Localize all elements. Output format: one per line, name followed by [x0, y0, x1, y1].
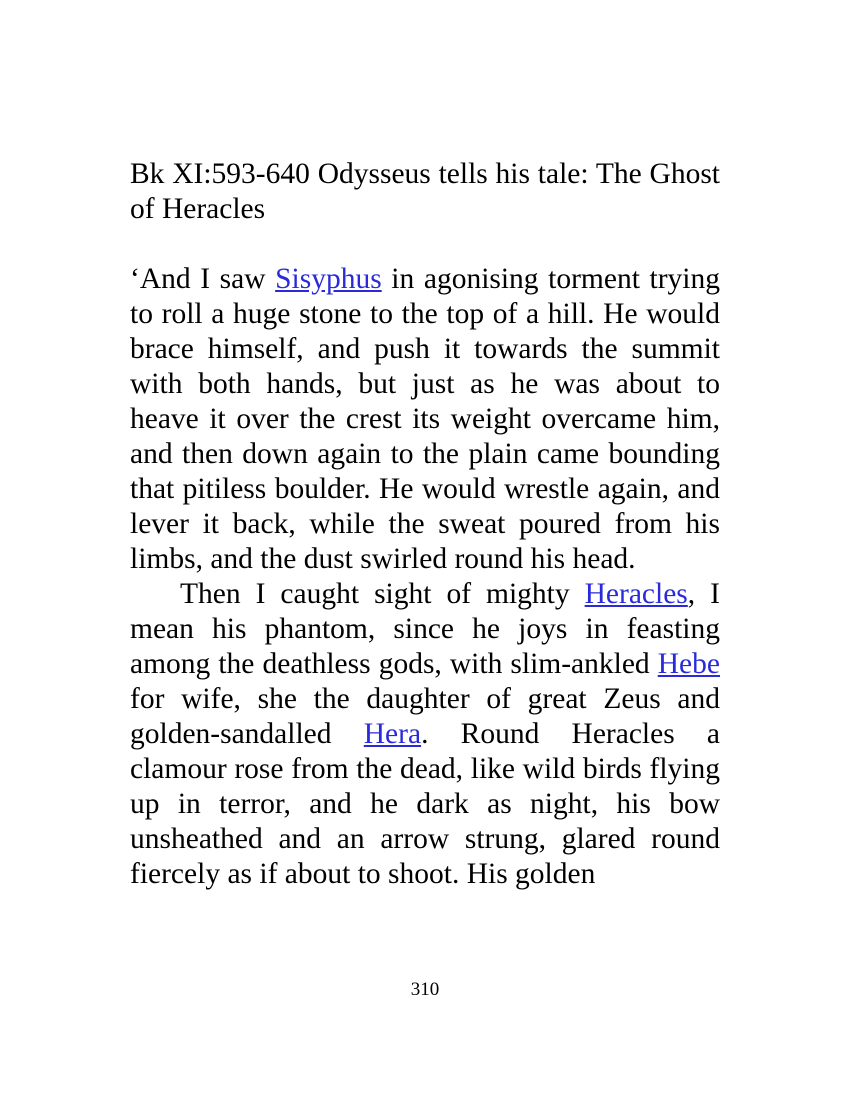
link-heracles[interactable]: Heracles [584, 578, 688, 610]
link-hebe[interactable]: Hebe [657, 648, 720, 680]
paragraph-heracles [130, 577, 720, 892]
page-number: 310 [410, 979, 440, 1000]
section-heading: Bk XI:593-640 Odysseus tells his tale: The Ghost of Heracles [130, 158, 720, 225]
paragraph-text: , I mean his phantom, since he joys in feasting among the deathless gods, with slim-ankled [130, 578, 720, 680]
link-sisyphus[interactable]: Sisyphus [275, 263, 382, 295]
link-hera[interactable]: Hera [363, 718, 422, 750]
page-body [130, 157, 720, 892]
paragraph-text: Then I caught sight of mighty [180, 578, 585, 610]
paragraph-sisyphus [130, 262, 720, 577]
paragraph-text: for wife, she the daughter of great Zeus and golden-sandalled [130, 683, 720, 750]
paragraph-text: . Round Heracles a clamour rose from the dead, like wild birds flying up in terror, and he dark as night, his bow unsheathed and an arrow strung, glared round fiercely as if about to shoot. His golden [130, 718, 720, 890]
paragraph-text: ‘And I saw [130, 263, 276, 295]
paragraph-text: in agonising torment trying to roll a huge stone to the top of a hill. He would brace himself, and push it towards the summit with both hands, but just as he was about to heave it over the crest its weight overcame him, and then down again to the plain came bounding that pitiless boulder. He would wrestle again, and lever it back, while the sweat poured from his limbs, and the dust swirled round his head. [130, 263, 720, 575]
